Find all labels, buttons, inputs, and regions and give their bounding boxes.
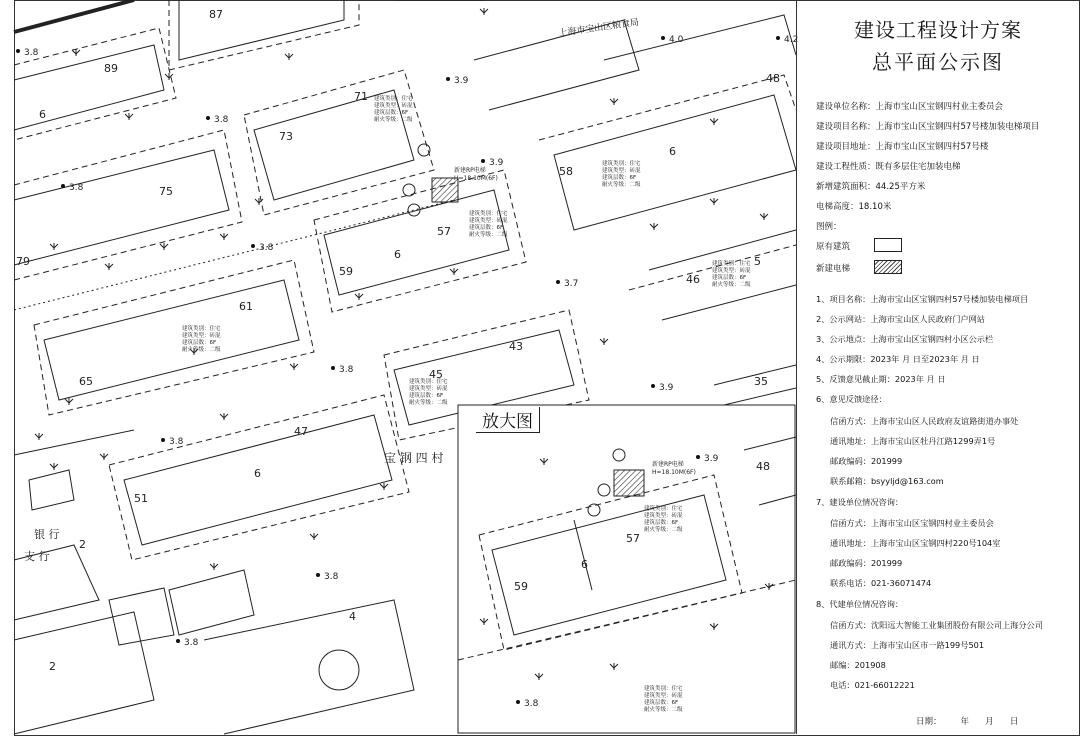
note-7-mail: 信函方式：上海市宝山区宝钢四村业主委员会 [830,518,994,528]
institution-label: 上海市宝山区粮食局 [558,17,640,39]
building-info-label: 建筑类别：住宅 [602,161,641,167]
elevation-label: 3.8 [339,365,354,375]
tree-icon [35,433,43,440]
building-number-label: 58 [559,165,573,178]
elevator-height: H=18.10M(6F) [652,469,696,476]
building-info-label: 建筑类型：砖混 [374,103,413,109]
building-info-label: 耐火等级：二级 [374,117,413,123]
building-75 [14,130,242,280]
note-5: 5、反馈意见截止期：2023年 月 日 [816,374,946,384]
tree-icon [210,563,218,570]
building-info-label: 建筑类型：砖混 [712,268,751,274]
elevation-label: 3.9 [659,383,674,393]
building-2 [14,545,154,734]
elevation-label: 3.8 [169,437,184,447]
note-2: 2、公示网站：上海市宝山区人民政府门户网站 [816,314,985,324]
building-number-label: 48 [756,460,770,473]
building-73 [244,70,434,215]
elevation-marker [176,639,180,643]
building-48 [474,15,799,110]
elevation-label: 3.8 [69,183,84,193]
building-number-label: 2 [49,660,56,673]
building-number-label: 4 [349,610,356,623]
building-info-label: 耐火等级：二级 [712,282,751,288]
elevation-marker [446,77,450,81]
building-number-label: 2 [79,538,86,551]
tree-icon [480,8,488,15]
elevation-marker [61,184,65,188]
note-6-postcode: 邮政编码：201999 [830,456,903,466]
building-number-label: 71 [354,90,368,103]
elevation-label: 3.9 [704,454,719,464]
legend-swatch-elevator [874,260,902,274]
date-line: 日期： 年 月 日 [916,717,1019,727]
elevation-label: 4.0 [669,35,684,45]
elevation-label: 3.8 [259,243,274,253]
building-number-label: 6 [581,558,588,571]
note-4: 4、公示期限：2023年 月 日至2023年 月 日 [816,354,980,364]
tree-icon [710,118,718,125]
note-8-phone: 电话：021-66012221 [830,680,915,690]
building-info-label: 建筑类别：住宅 [644,686,683,692]
building-info-label: 耐火等级：二级 [409,400,448,406]
elevator-tag: 新建RP电梯 [652,461,684,468]
building-info-label: 建筑类型：砖混 [409,386,448,392]
legend-label-elevator: 新建电梯 [816,264,851,274]
legend-swatch-existing [874,238,902,252]
tree-icon [285,53,293,60]
elevation-label: 3.8 [524,699,539,709]
note-8-postcode: 邮编：201908 [830,660,886,670]
elevation-label: 3.7 [564,279,579,289]
building-info-label: 建筑类别：住宅 [374,96,413,102]
building-number-label: 61 [239,300,253,313]
note-8-address: 通讯方式：上海市宝山区市一路199号501 [830,640,985,650]
elevation-label: 3.9 [489,158,504,168]
inset-elevator [614,470,644,496]
note-7-postcode: 邮政编码：201999 [830,558,903,568]
building-number-label: 51 [134,492,148,505]
tree-icon [450,268,458,275]
elevation-label: 4.2 [784,35,799,45]
elevation-marker [161,438,165,442]
note-8: 8、代建单位情况咨询： [816,599,904,609]
building-number-label: 59 [339,265,353,278]
note-6-address: 通讯地址：上海市宝山区牡丹江路1299弄1号 [830,436,996,446]
building-87 [169,0,359,70]
elevation-marker [316,573,320,577]
building-number-label: 57 [626,532,640,545]
building-info-label: 建筑类型：砖混 [182,333,221,339]
tree-icon [160,243,168,250]
info-row: 建设项目名称：上海市宝山区宝钢四村57号楼加装电梯项目 [816,122,1040,132]
building-info-label: 建筑类型：砖混 [644,693,683,699]
elevator-tag: 新建RP电梯 [454,167,486,174]
site-plan-map [14,0,799,734]
tree-icon [220,233,228,240]
elevation-label: 3.9 [454,76,469,86]
bank-label: 银 行 [34,528,60,541]
site-plan-drawing [14,0,799,734]
tree-icon [760,213,768,220]
note-1: 1、项目名称：上海市宝山区宝钢四村57号楼加装电梯项目 [816,294,1029,304]
tree-icon [600,338,608,345]
building-number-label: 65 [79,375,93,388]
building-info-label: 建筑类别：住宅 [644,506,683,512]
building-info-label: 建筑类型：砖混 [602,168,641,174]
building-number-label: 48 [766,72,780,85]
note-3: 3、公示地点：上海市宝山区宝钢四村小区公示栏 [816,334,994,344]
note-7-phone: 联系电话：021-36071474 [830,578,932,588]
elevation-marker [16,49,20,53]
tree-icon [355,293,363,300]
building-number-label: 59 [514,580,528,593]
building-info-label: 建筑层数：6F [712,275,747,281]
elevation-marker [661,36,665,40]
note-7-address: 通讯地址：上海市宝山区宝钢四村220号104室 [830,538,1001,548]
building-info-label: 建筑类别：住宅 [712,261,751,267]
elevation-marker [206,116,210,120]
bank-label: 支 行 [24,550,50,563]
tree-icon [105,263,113,270]
info-row: 建设项目地址：上海市宝山区宝钢四村57号楼 [816,142,989,152]
building-number-label: 6 [39,108,46,121]
building-number-label: 47 [294,425,308,438]
elevation-marker [516,700,520,704]
tree-icon [100,453,108,460]
note-8-mail: 信函方式：沈阳远大智能工业集团股份有限公司上海分公司 [830,620,1043,630]
building-info-label: 耐火等级：二级 [644,527,683,533]
elevation-label: 3.8 [24,48,39,58]
tree-icon [380,483,388,490]
building-number-label: 89 [104,62,118,75]
tree-icon [310,533,318,540]
building-61 [34,260,314,415]
info-row: 新增建筑面积：44.25平方米 [816,182,926,192]
building-89 [14,28,176,140]
building-number-label: 87 [209,8,223,21]
elevation-label: 3.8 [184,638,199,648]
building-info-label: 耐火等级：二级 [182,347,221,353]
legend-label-existing: 原有建筑 [816,242,851,252]
building-info-label: 建筑类型：砖混 [644,513,683,519]
building-number-label: 57 [437,225,451,238]
note-7: 7、建设单位情况咨询： [816,497,904,507]
building-number-label: 75 [159,185,173,198]
elevation-marker [651,384,655,388]
building-number-label: 45 [429,368,443,381]
building-57 [314,170,526,312]
tree-icon [65,398,73,405]
legend-title: 图例： [816,222,842,232]
info-row: 电梯高度：18.10米 [816,202,892,212]
info-panel [796,0,1080,744]
note-6: 6、意见反馈途径： [816,394,887,404]
elevation-marker [331,366,335,370]
tree-icon [290,363,298,370]
elevation-marker [251,244,255,248]
tree-icon [50,243,58,250]
building-number-label: 79 [16,255,30,268]
building-info-label: 耐火等级：二级 [602,182,641,188]
building-number-label: 5 [754,255,761,268]
building-info-label: 建筑类别：住宅 [409,379,448,385]
info-row: 建设单位名称：上海市宝山区宝钢四村业主委员会 [816,102,1004,112]
elevation-marker [696,455,700,459]
building-info-label: 建筑层数：6F [644,700,679,706]
tree-icon [50,463,58,470]
elevator-height: H=18.10M(6F) [454,175,498,182]
building-info-label: 建筑层数：6F [644,520,679,526]
building-number-label: 6 [669,145,676,158]
building-info-label: 建筑层数：6F [182,340,217,346]
building-info-label: 建筑类别：住宅 [182,326,221,332]
building-info-label: 建筑层数：6F [374,110,409,116]
tree-icon [710,198,718,205]
building-info-label: 建筑层数：6F [602,175,637,181]
elevation-marker [776,36,780,40]
elevation-label: 3.8 [214,115,229,125]
building-info-label: 建筑层数：6F [469,225,504,231]
panel-title: 建设工程设计方案 [854,18,1022,42]
elevation-marker [481,159,485,163]
building-number-label: 35 [754,375,768,388]
tree-icon [650,223,658,230]
elevation-label: 3.8 [324,572,339,582]
note-6-mail: 信函方式：上海市宝山区人民政府友谊路街道办事处 [830,416,1019,426]
tree-icon [125,113,133,120]
building-58 [539,75,796,230]
building-number-label: 73 [279,130,293,143]
street-name-label: 宝 钢 四 村 [384,451,444,465]
panel-subtitle: 总平面公示图 [872,50,1004,74]
tree-icon [610,98,618,105]
building-info-label: 建筑类型：砖混 [469,218,508,224]
tree-icon [220,413,228,420]
building-info-label: 建筑层数：6F [409,393,444,399]
elevation-marker [556,280,560,284]
building-info-label: 耐火等级：二级 [469,232,508,238]
note-6-email: 联系邮箱：bsyyljd@163.com [830,476,944,486]
info-row: 建设工程性质：既有多层住宅加装电梯 [816,162,961,172]
building-number-label: 46 [686,273,700,286]
building-number-label: 6 [394,248,401,261]
building-info-label: 耐火等级：二级 [644,707,683,713]
building-number-label: 6 [254,467,261,480]
building-info-label: 建筑类别：住宅 [469,211,508,217]
building-number-label: 43 [509,340,523,353]
inset-title: 放大图 [476,407,540,433]
